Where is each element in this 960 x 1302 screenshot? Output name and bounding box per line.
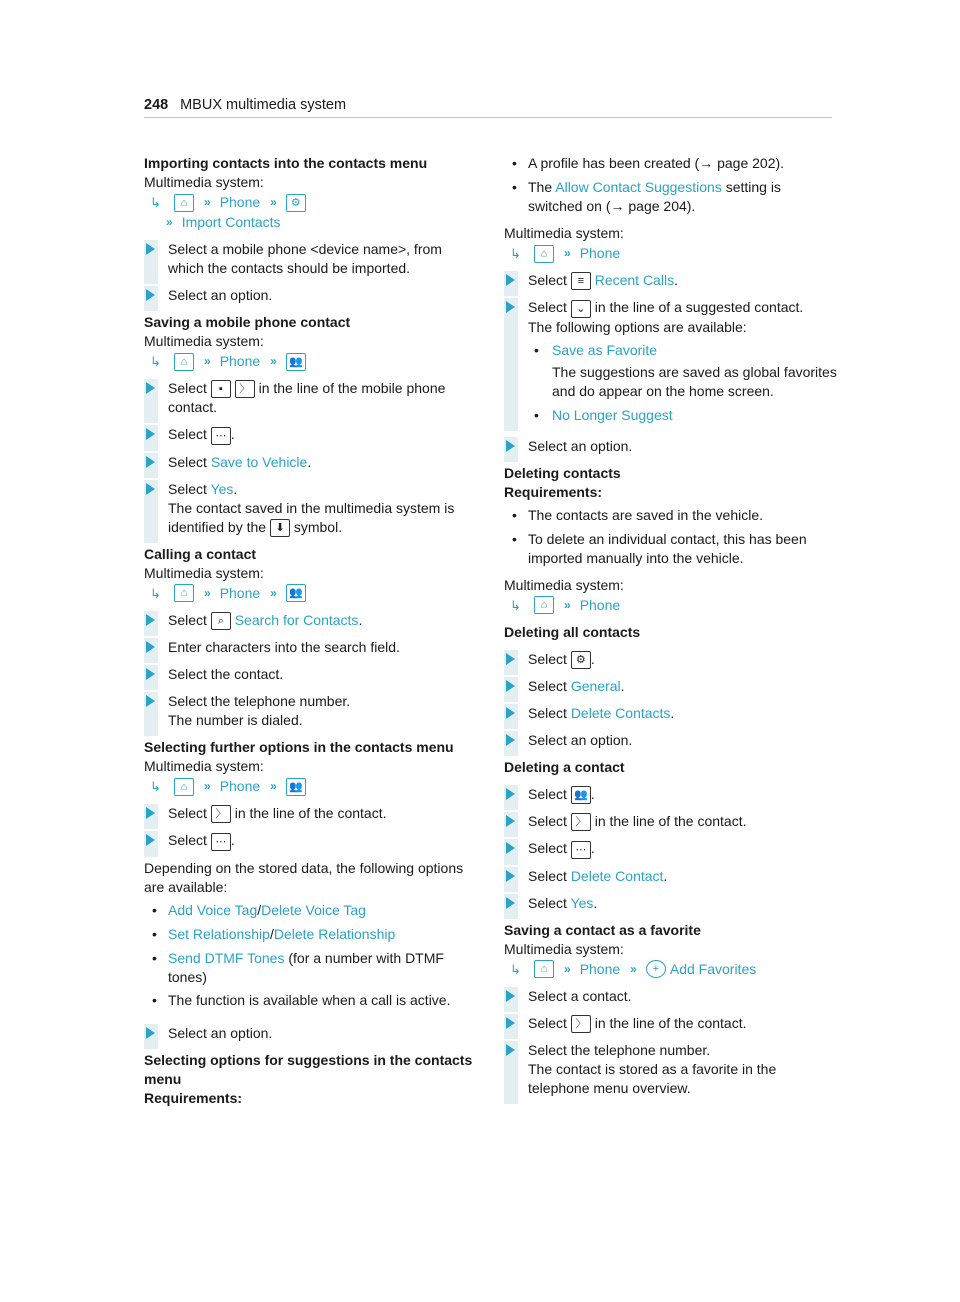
menu-item-recent-calls: Recent Calls — [594, 272, 675, 288]
option-set-relationship: Set Relationship — [168, 925, 270, 942]
step — [504, 437, 839, 456]
step-text: Select the telephone number. — [168, 693, 351, 710]
step-marker-icon — [146, 834, 155, 846]
step — [504, 839, 839, 858]
download-icon: ⬇ — [270, 519, 290, 537]
step-text: Select — [528, 272, 567, 288]
menu-path — [144, 352, 474, 371]
heading-deleting-a-contact: Deleting a contact — [504, 758, 625, 775]
path-arrow-icon: ↳ — [150, 585, 161, 601]
separator: / — [269, 925, 274, 942]
step-text: Enter characters into the search field. — [168, 639, 400, 656]
step-text: . — [307, 453, 312, 470]
step-text: Select — [168, 480, 207, 497]
chevron-right-icon: 〉 — [211, 805, 231, 823]
step-text: The following options are available: — [528, 318, 747, 335]
list-text: The contacts are saved in the vehicle. — [528, 506, 764, 523]
list-item — [504, 154, 839, 173]
chevron-icon: » — [564, 597, 568, 612]
step-marker-icon — [506, 301, 515, 313]
step — [504, 987, 839, 1006]
list-item — [504, 530, 839, 568]
step-text: The contact saved in the multimedia system is identified by the — [168, 499, 455, 535]
step-text: in the line of a suggested contact. — [594, 299, 804, 316]
menu-item-delete-contacts: Delete Contacts — [570, 704, 671, 721]
home-icon: ⌂ — [534, 960, 554, 978]
intro-text: Multimedia system: — [504, 576, 624, 593]
intro-text: Multimedia system: — [144, 333, 264, 349]
step-marker-icon — [506, 274, 515, 286]
chevron-icon: » — [204, 354, 208, 368]
more-icon: ⋯ — [571, 841, 591, 859]
option-add-voice-tag: Add Voice Tag — [168, 901, 258, 918]
step-marker-icon — [146, 807, 155, 819]
step — [504, 1014, 839, 1033]
step-text: Select — [528, 785, 567, 802]
step-marker-icon — [146, 695, 155, 707]
heading-suggestion-options: Selecting options for suggestions in the contacts menu — [144, 1051, 473, 1087]
chevron-icon: » — [204, 779, 208, 794]
step-marker-icon — [506, 897, 515, 909]
step-marker-icon — [146, 641, 155, 653]
step-text: . — [230, 426, 235, 443]
step — [504, 785, 839, 804]
step-text: Select — [168, 611, 207, 628]
step-marker-icon — [506, 842, 515, 854]
step-text: Select an option. — [528, 437, 633, 454]
add-icon: + — [646, 960, 666, 978]
home-icon: ⌂ — [174, 194, 194, 212]
chevron-icon: » — [270, 195, 274, 209]
step-marker-icon — [146, 289, 155, 301]
chevron-icon: » — [630, 961, 634, 976]
step-text: Select the contact. — [168, 666, 284, 683]
path-arrow-icon: ↳ — [510, 961, 521, 977]
step-text: Select an option. — [168, 1024, 273, 1041]
path-phone: Phone — [219, 584, 261, 601]
page-title: MBUX multimedia system — [180, 97, 347, 113]
step-text: in the line of the contact. — [594, 1014, 747, 1031]
heading-saving-favorite: Saving a contact as a favorite — [504, 921, 701, 938]
step-marker-icon — [506, 707, 515, 719]
step — [504, 731, 839, 750]
home-icon: ⌂ — [534, 245, 554, 263]
step-marker-icon — [506, 788, 515, 800]
step-text: Select — [528, 1014, 567, 1031]
step — [144, 1024, 474, 1043]
step-text: Select — [168, 380, 207, 396]
path-arrow-icon: ↳ — [150, 354, 161, 369]
setting-allow-contact-suggestions: Allow Contact Suggestions — [555, 179, 722, 195]
step-marker-icon — [506, 680, 515, 692]
list-item — [528, 406, 839, 425]
intro-text: Multimedia system: — [504, 940, 624, 957]
contacts-icon: 👥 — [571, 786, 591, 804]
list-item — [528, 341, 839, 360]
option-save-as-favorite: Save as Favorite — [552, 341, 658, 358]
menu-path — [504, 596, 839, 615]
step-text: Select — [528, 813, 567, 830]
path-phone: Phone — [219, 353, 261, 369]
step-marker-icon — [506, 870, 515, 882]
step-marker-icon — [146, 1027, 155, 1039]
menu-item-delete-contact: Delete Contact — [570, 867, 664, 884]
step — [144, 480, 474, 537]
path-phone: Phone — [219, 778, 261, 795]
step — [504, 867, 839, 886]
step — [144, 665, 474, 684]
step — [144, 638, 474, 657]
step-text: . — [674, 272, 678, 288]
step-text: Select — [168, 426, 207, 443]
menu-item-yes: Yes — [210, 480, 234, 497]
path-import-contacts: Import Contacts — [181, 214, 281, 230]
step — [144, 425, 474, 444]
menu-path-cont — [144, 213, 474, 232]
step-marker-icon — [506, 815, 515, 827]
right-column — [504, 154, 839, 1098]
list-item — [144, 925, 474, 944]
step — [504, 1041, 839, 1098]
step-text: Select the telephone number. — [528, 1042, 711, 1059]
list-item — [504, 506, 839, 525]
step-text: . — [233, 480, 238, 497]
step-marker-icon — [146, 428, 155, 440]
intro-text: Multimedia system: — [144, 758, 264, 775]
step-marker-icon — [506, 1017, 515, 1029]
step-text: Select — [528, 650, 567, 667]
step-text: Select — [528, 867, 567, 884]
step-marker-icon — [506, 990, 515, 1002]
chevron-icon: » — [166, 215, 170, 229]
chevron-icon: » — [204, 195, 208, 209]
step — [504, 704, 839, 723]
chevron-icon: » — [564, 246, 568, 260]
step-marker-icon — [146, 668, 155, 680]
step — [504, 298, 839, 424]
path-add-favorites: Add Favorites — [669, 960, 757, 977]
heading-deleting-contacts: Deleting contacts — [504, 464, 621, 481]
step — [504, 894, 839, 913]
path-arrow-icon: ↳ — [510, 246, 521, 261]
menu-path — [504, 960, 839, 979]
step-marker-icon — [506, 1044, 515, 1056]
heading-calling-contact: Calling a contact — [144, 545, 257, 562]
intro-text: Multimedia system: — [504, 225, 624, 241]
step-marker-icon — [506, 734, 515, 746]
menu-item-general: General — [570, 677, 621, 694]
option-delete-voice-tag: Delete Voice Tag — [261, 901, 366, 918]
step-text: . — [620, 677, 625, 694]
heading-importing-contacts: Importing contacts into the contacts menu — [144, 155, 428, 171]
list-item — [144, 901, 474, 920]
chevron-right-icon: 〉 — [571, 813, 591, 831]
option-send-dtmf-tones: Send DTMF Tones — [168, 949, 285, 966]
step-text: . — [358, 611, 363, 628]
chevron-icon: » — [270, 354, 274, 368]
step-text: Select — [168, 805, 207, 822]
intro-text: Multimedia system: — [144, 564, 264, 581]
step-text: . — [590, 840, 595, 857]
menu-path — [144, 584, 474, 603]
more-icon: ⋯ — [211, 833, 231, 851]
menu-item-save-to-vehicle: Save to Vehicle — [210, 453, 308, 470]
heading-further-options: Selecting further options in the contacts menu — [144, 739, 454, 756]
page-number: 248 — [144, 97, 169, 113]
step — [144, 611, 474, 630]
step — [144, 831, 474, 850]
step-text: . — [593, 894, 598, 911]
menu-item-yes: Yes — [570, 894, 594, 911]
expand-icon: ⌄ — [571, 300, 591, 318]
step-text: Select a contact. — [528, 987, 632, 1004]
chevron-right-icon: 〉 — [571, 1015, 591, 1033]
list-note: The suggestions are saved as global favorites and do appear on the home screen. — [552, 363, 837, 399]
contacts-icon: 👥 — [286, 778, 306, 796]
menu-item-search-for-contacts: Search for Contacts — [234, 611, 359, 628]
step-text: in the line of the mobile phone contact. — [168, 380, 446, 416]
path-phone: Phone — [579, 245, 621, 261]
step — [144, 453, 474, 472]
gear-icon: ⚙ — [286, 194, 306, 212]
list-note — [144, 991, 474, 1010]
path-arrow-icon: ↳ — [510, 597, 521, 613]
step-text: The number is dialed. — [168, 712, 303, 729]
path-arrow-icon: ↳ — [150, 779, 161, 795]
step-text: The contact is stored as a favorite in the telephone menu overview. — [528, 1061, 777, 1097]
heading-deleting-all-contacts: Deleting all contacts — [504, 623, 641, 640]
step-marker-icon — [146, 382, 155, 394]
step — [144, 240, 474, 278]
step-text: in the line of the contact. — [594, 813, 747, 830]
step — [504, 677, 839, 696]
step-text: Select — [528, 677, 567, 694]
step-text: . — [663, 867, 668, 884]
home-icon: ⌂ — [174, 584, 194, 602]
step-marker-icon — [146, 614, 155, 626]
recent-calls-icon: ≡ — [571, 272, 591, 290]
intro-text: Multimedia system: — [144, 174, 264, 190]
step-text: Select an option. — [168, 287, 273, 303]
step-text: Select — [528, 840, 567, 857]
home-icon: ⌂ — [174, 353, 194, 371]
separator: / — [257, 901, 262, 918]
more-icon: ⋯ — [211, 427, 231, 445]
step-text: in the line of the contact. — [234, 805, 387, 822]
requirements-label: Requirements: — [504, 483, 603, 500]
chevron-icon: » — [270, 585, 274, 600]
requirements-label: Requirements: — [144, 1089, 243, 1106]
step — [144, 692, 474, 730]
step-text: Select a mobile phone <device name>, from which the contacts should be imported. — [168, 241, 442, 276]
step — [144, 804, 474, 823]
option-delete-relationship: Delete Relationship — [273, 925, 396, 942]
step-marker-icon — [146, 243, 155, 255]
option-no-longer-suggest: No Longer Suggest — [552, 406, 673, 423]
menu-path — [144, 777, 474, 796]
path-phone: Phone — [579, 960, 621, 977]
contacts-icon: 👥 — [286, 353, 306, 371]
list-text: To delete an individual contact, this has been imported manually into the vehicle. — [528, 530, 807, 566]
page-header — [144, 95, 832, 118]
step-text: symbol. — [293, 518, 343, 535]
list-item — [504, 178, 839, 216]
home-icon: ⌂ — [534, 596, 554, 614]
step-marker-icon — [146, 483, 155, 495]
path-phone: Phone — [579, 596, 621, 613]
list-text: A profile has been created (→ page 202). — [528, 155, 785, 171]
step-marker-icon — [506, 653, 515, 665]
list-item — [144, 949, 474, 987]
left-column — [144, 154, 474, 1108]
step — [504, 812, 839, 831]
step — [144, 379, 474, 417]
home-icon: ⌂ — [174, 778, 194, 796]
menu-path — [144, 193, 474, 212]
step — [504, 650, 839, 669]
chevron-icon: » — [270, 779, 274, 794]
chevron-icon: » — [564, 961, 568, 976]
step-text: Select an option. — [528, 731, 633, 748]
contact-card-icon: ▪ — [211, 380, 231, 398]
gear-icon: ⚙ — [571, 651, 591, 669]
step-text: . — [590, 785, 595, 802]
step-text: Select — [528, 299, 567, 316]
step-text: Select — [528, 704, 567, 721]
step-marker-icon — [506, 440, 515, 452]
path-phone: Phone — [219, 194, 261, 210]
menu-path — [504, 244, 839, 263]
list-text: setting is switched on (→ page 204). — [528, 179, 781, 214]
chevron-right-icon: 〉 — [235, 380, 255, 398]
step-text: Select — [528, 894, 567, 911]
search-icon: ⌕ — [211, 612, 231, 630]
path-arrow-icon: ↳ — [150, 195, 161, 210]
step-text: . — [670, 704, 675, 721]
step-text: Select — [168, 832, 207, 849]
options-paragraph: Depending on the stored data, the following options are available: — [144, 859, 464, 895]
list-text: The — [528, 179, 553, 195]
step — [144, 286, 474, 305]
step-text: . — [590, 650, 595, 667]
step-text: Select — [168, 453, 207, 470]
list-text: The function is available when a call is active. — [168, 991, 451, 1008]
step-marker-icon — [146, 456, 155, 468]
heading-saving-contact: Saving a mobile phone contact — [144, 314, 351, 330]
contacts-icon: 👥 — [286, 584, 306, 602]
chevron-icon: » — [204, 585, 208, 600]
step — [504, 271, 839, 290]
step-text: . — [230, 832, 235, 849]
list-text: (for a number with DTMF tones) — [168, 949, 444, 985]
